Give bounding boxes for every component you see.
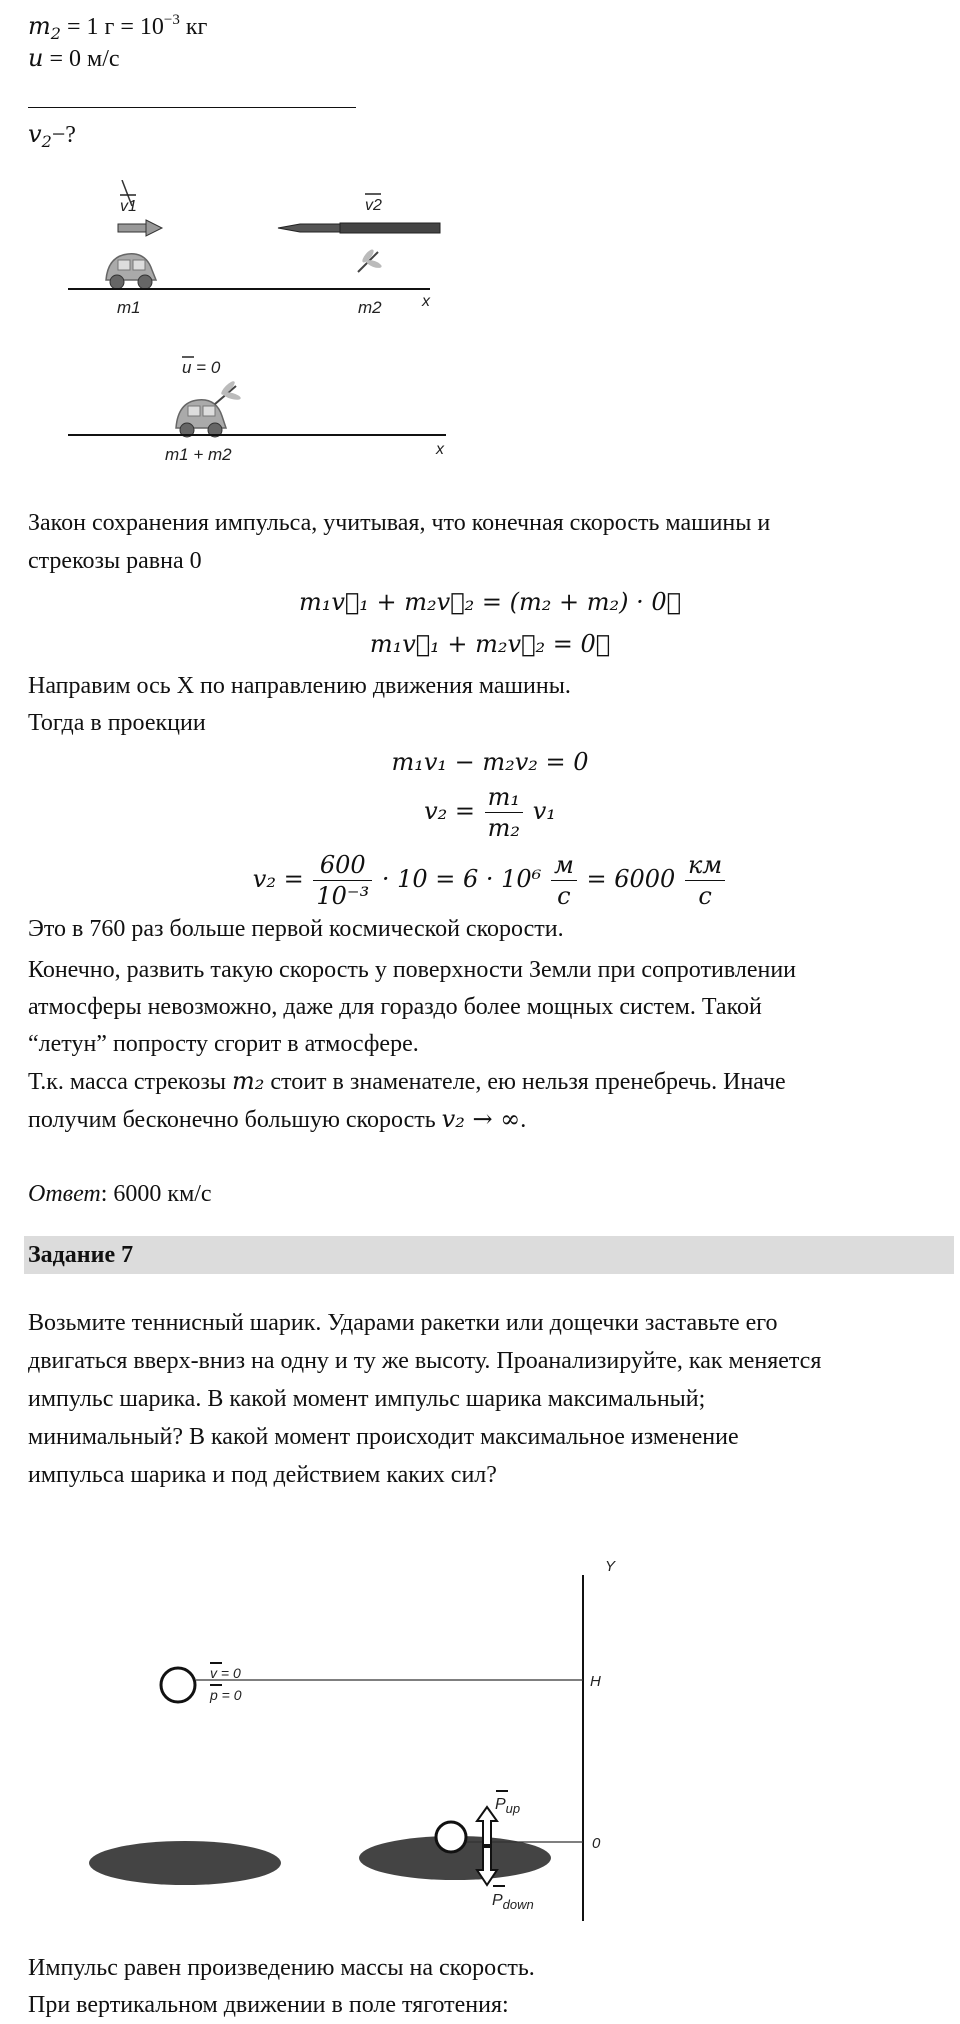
equation-2: m₁v⃗₁ + m₂v⃗₂ = 0⃗ — [369, 630, 611, 658]
given-u: u = 0 м/с — [28, 44, 120, 72]
momentum-zero-label: p = 0 — [210, 1687, 242, 1703]
paragraph-6b: получим бесконечно большую скорость v₂ → ∞. — [28, 1105, 527, 1133]
ball-top-icon — [161, 1668, 195, 1702]
v1-arrow — [118, 220, 162, 236]
v2-label: v2 — [365, 197, 382, 214]
paragraph-1b: стрекозы равна 0 — [28, 548, 202, 574]
section-title: Задание 7 — [28, 1242, 134, 1268]
paragraph-6a: Т.к. масса стрекозы m₂ стоит в знаменателе, ею нельзя пренебречь. Иначе — [28, 1067, 786, 1095]
ball-figure — [0, 1545, 700, 1935]
pdown-label: $P_{down}$ — [492, 1892, 534, 1912]
task-line-1: Возьмите теннисный шарик. Ударами ракетки или дощечки заставьте его — [28, 1310, 778, 1336]
zero-label: 0 — [592, 1835, 601, 1852]
answer: Ответ: 6000 км/с — [28, 1181, 212, 1207]
paragraph-2: Направим ось X по направлению движения машины. — [28, 673, 571, 699]
dragonfly-icon — [358, 248, 383, 272]
equation-3: m₁v₁ − m₂v₂ = 0 — [391, 748, 589, 776]
m1-m2-label: m1 + m2 — [165, 445, 232, 464]
v2-arrow — [278, 223, 440, 233]
bottom-line-1: Импульс равен произведению массы на скорость. — [28, 1955, 535, 1981]
shadow-left — [89, 1841, 281, 1885]
m2-label: m2 — [358, 298, 382, 317]
paragraph-5c: “летун” попросту сгорит в атмосфере. — [28, 1031, 419, 1057]
x-label-top: x — [422, 293, 430, 310]
car-icon — [106, 254, 156, 289]
given-find: $v_2-$? — [28, 120, 76, 151]
task-line-4: минимальный? В какой момент происходит максимальное изменение — [28, 1424, 739, 1450]
pup-label: $P_{up}$ — [495, 1796, 521, 1816]
section-header-bar — [24, 1236, 954, 1274]
paragraph-5b: атмосферы невозможно, даже для гораздо более мощных систем. Такой — [28, 994, 762, 1020]
u-label: u = 0 — [182, 358, 221, 377]
equation-5: v₂ = $\frac{600}{\text{10⁻³}}$ · 10 = 6 · 10⁶ $\frac{м}{с}$ = 6000 $\frac{км}{с}$ — [0, 846, 960, 912]
given-divider — [28, 107, 356, 108]
y-axis-label: Y — [605, 1558, 616, 1575]
equation-5-unit-2: $\frac{км}{с}$ — [685, 850, 725, 911]
collision-figure — [0, 180, 480, 470]
equation-4: v₂ = $\frac{\text{m₁}}{\text{m₂}}$ v₁ — [424, 783, 556, 842]
task-line-3: импульс шарика. В какой момент импульс шарика максимальный; — [28, 1386, 706, 1412]
x-label-bottom: x — [436, 441, 444, 458]
task-line-5: импульса шарика и под действием каких сил? — [28, 1462, 497, 1488]
velocity-zero-label: v = 0 — [210, 1665, 241, 1681]
equation-4-fraction: $\frac{\text{m₁}}{\text{m₂}}$ — [485, 782, 523, 843]
equation-1: m₁v⃗₁ + m₂v⃗₂ = (m₂ + m₂) · 0⃗ — [298, 588, 682, 616]
v1-label: v1 — [120, 198, 137, 215]
task-line-2: двигаться вверх-вниз на одну и ту же высоту. Проанализируйте, как меняется — [28, 1348, 822, 1374]
paragraph-4: Это в 760 раз больше первой космической скорости. — [28, 916, 564, 942]
bottom-line-2: При вертикальном движении в поле тяготения: — [28, 1992, 509, 2018]
m1-label: m1 — [117, 298, 141, 317]
paragraph-3: Тогда в проекции — [28, 710, 206, 736]
car-with-dragonfly-icon — [176, 380, 241, 437]
paragraph-5a: Конечно, развить такую скорость у поверхности Земли при сопротивлении — [28, 957, 796, 983]
ball-bottom-icon — [436, 1822, 466, 1852]
paragraph-1a: Закон сохранения импульса, учитывая, что конечная скорость машины и — [28, 510, 771, 536]
height-label: H — [590, 1673, 601, 1690]
equation-5-fraction: $\frac{600}{\text{10⁻³}}$ — [313, 850, 372, 911]
given-m2: $m_2 = 1$ $г = 10^{-3}$ кг — [28, 12, 208, 43]
equation-5-unit-1: $\frac{м}{с}$ — [551, 850, 577, 911]
